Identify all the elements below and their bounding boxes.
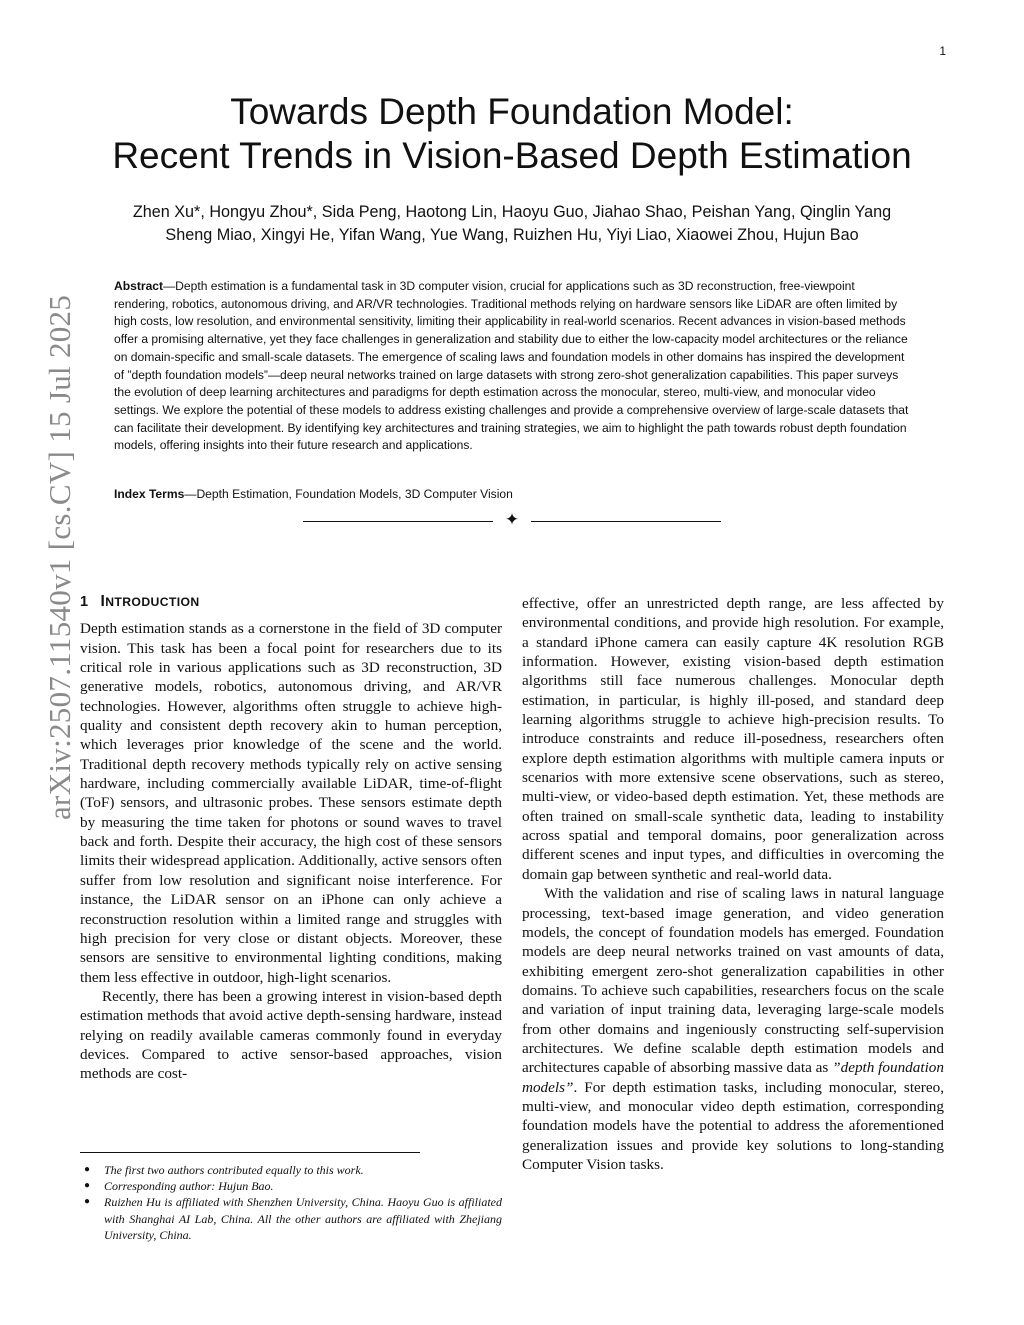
abstract-label: Abstract: [114, 279, 164, 293]
paragraph-1: Depth estimation stands as a cornerstone in the field of 3D computer vision. This task has been a focal point for researchers due to its critical role in various applications such as 3D reconstruction, 3D generative models, robotics, autonomous driving, and AR/VR technologies. However, algorithms often struggle to achieve high-quality and consistent depth recovery akin to human perception, which leverages prior knowledge of the scene and the world. Traditional depth recovery methods typically rely on active sensing hardware, including commercially available LiDAR, time-of-flight (ToF) sensors, and ultrasonic probes. These sensors estimate depth by measuring the time taken for photons or sound waves to travel back and forth. Despite their accuracy, the high cost of these sensors limits their widespread application. Additionally, active sensors often suffer from low resolution and significant noise interference. For instance, the LiDAR sensor on an iPhone can only achieve a reconstruction resolution within a limited range and struggles with high precision for very close or distant objects. Moreover, these sensors are sensitive to environmental lighting conditions, making them less effective in outdoor, high-light scenarios.: [80, 620, 502, 986]
right-column: [522, 594, 944, 1174]
footnote-text: Corresponding author: Hujun Bao.: [104, 1179, 274, 1194]
footnote-item: [80, 1194, 502, 1243]
footnote-rule: [80, 1152, 420, 1153]
bullet-icon: ●: [84, 1196, 91, 1208]
paragraph-2: Recently, there has been a growing interest in vision-based depth estimation methods that avoid active depth-sensing hardware, instead relying on readily available cameras commonly found in everyday devices. Compared to active sensor-based approaches, vision methods are cost-: [80, 987, 502, 1083]
footnote-text: The first two authors contributed equally to this work.: [104, 1163, 364, 1177]
footnote-item: [80, 1162, 502, 1178]
bullet-icon: ●: [84, 1164, 91, 1175]
author-line-2: Sheng Miao, Xingyi He, Yifan Wang, Yue Wang, Ruizhen Hu, Yiyi Liao, Xiaowei Zhou, Hujun Bao: [165, 226, 859, 244]
paragraph-4: [522, 884, 944, 1174]
paper-title-line-1: Towards Depth Foundation Model:: [230, 91, 794, 132]
bullet-icon: ●: [84, 1180, 91, 1192]
index-terms-text: —Depth Estimation, Foundation Models, 3D Computer Vision: [184, 487, 513, 501]
author-list: [60, 201, 964, 247]
section-heading-introduction: [80, 592, 502, 612]
section-title-rest: NTRODUCTION: [105, 595, 200, 609]
abstract: [114, 278, 910, 455]
divider-line-right: [531, 521, 721, 522]
paper-title: [60, 90, 964, 178]
section-divider: [300, 512, 724, 532]
section-number: 1: [80, 594, 89, 610]
page-number: 1: [939, 44, 946, 58]
divider-line-left: [303, 521, 493, 522]
index-terms-label: Index Terms: [114, 487, 185, 501]
paragraph-4-part-2: . For depth estimation tasks, including monocular, stereo, multi-view, and monocular video depth estimation, corresponding foundation models have the potential to address the aforementioned generalization issues and provide key solutions to long-standing Computer Vision tasks.: [522, 1078, 944, 1173]
divider-star-icon: ✦: [504, 510, 520, 529]
author-line-1: Zhen Xu*, Hongyu Zhou*, Sida Peng, Haotong Lin, Haoyu Guo, Jiahao Shao, Peishan Yang, Qinglin Yang: [132, 203, 892, 221]
section-title-initial: I: [100, 593, 106, 610]
arxiv-identifier-stamp[interactable]: arXiv:2507.11540v1 [cs.CV] 15 Jul 2025: [42, 294, 77, 820]
left-column: [80, 592, 502, 1084]
paragraph-3: effective, offer an unrestricted depth range, are less affected by environmental conditions, and provide high resolution. For example, a standard iPhone camera can easily capture 4K resolution RGB information. However, existing vision-based depth estimation algorithms still face numerous challenges. Monocular depth estimation, in particular, is highly ill-posed, and standard deep learning algorithms struggle to achieve high-precision results. To introduce constraints and reduce ill-posedness, researchers often explore depth estimation algorithms with multiple camera inputs or scenarios with more extensive scene observations, such as stereo, multi-view, or video-based depth estimation. Yet, these methods are often trained on small-scale synthetic data, leading to instability across spatial and temporal domains, poor generalization across different scenes and input types, and difficulties in overcoming the domain gap between synthetic and real-world data.: [522, 595, 944, 883]
index-terms: [114, 486, 910, 503]
paper-title-line-2: Recent Trends in Vision-Based Depth Estimation: [112, 135, 912, 176]
footnote-text: Ruizhen Hu is affiliated with Shenzhen University, China. Haoyu Guo is affiliated with Shanghai AI Lab, China. All the other authors are affiliated with Zhejiang University, China.: [104, 1195, 502, 1242]
paragraph-4-part-1: With the validation and rise of scaling laws in natural language processing, text-based image generation, and video generation models, the concept of foundation models has emerged. Foundation models are deep neural networks trained on vast amounts of data, exhibiting emergent zero-shot generalization capabilities in other domains. To achieve such capabilities, researchers focus on the scale and variation of input training data, leveraging large-scale models from other domains and ingeniously constructing self-supervision architectures. We define scalable depth estimation models and architectures capable of absorbing massive data as: [522, 885, 944, 1077]
footnotes: [80, 1162, 502, 1243]
paragraph-4-emphasis: ”depth foundation models”: [522, 1059, 944, 1096]
abstract-text: —Depth estimation is a fundamental task in 3D computer vision, crucial for applications such as 3D reconstruction, free-viewpoint rendering, robotics, autonomous driving, and AR/VR technologies. Traditional methods relying on hardware sensors like LiDAR are often limited by high costs, low resolution, and environmental sensitivity, limiting their applicability in real-world scenarios. Recent advances in vision-based methods offer a promising alternative, yet they face challenges in generalization and stability due to either the low-capacity model architectures or the reliance on domain-specific and small-scale datasets. The emergence of scaling laws and foundation models in other domains has inspired the development of ”depth foundation models”—deep neural networks trained on large datasets with strong zero-shot generalization capabilities. This paper surveys the evolution of deep learning architectures and paradigms for depth estimation across the monocular, stereo, multi-view, and monocular video settings. We explore the potential of these models to address existing challenges and provide a comprehensive overview of large-scale datasets that can facilitate their development. By identifying key architectures and training strategies, we aim to highlight the path towards robust depth foundation models, offering insights into their future research and applications.: [114, 279, 909, 453]
footnote-item: [80, 1178, 502, 1194]
